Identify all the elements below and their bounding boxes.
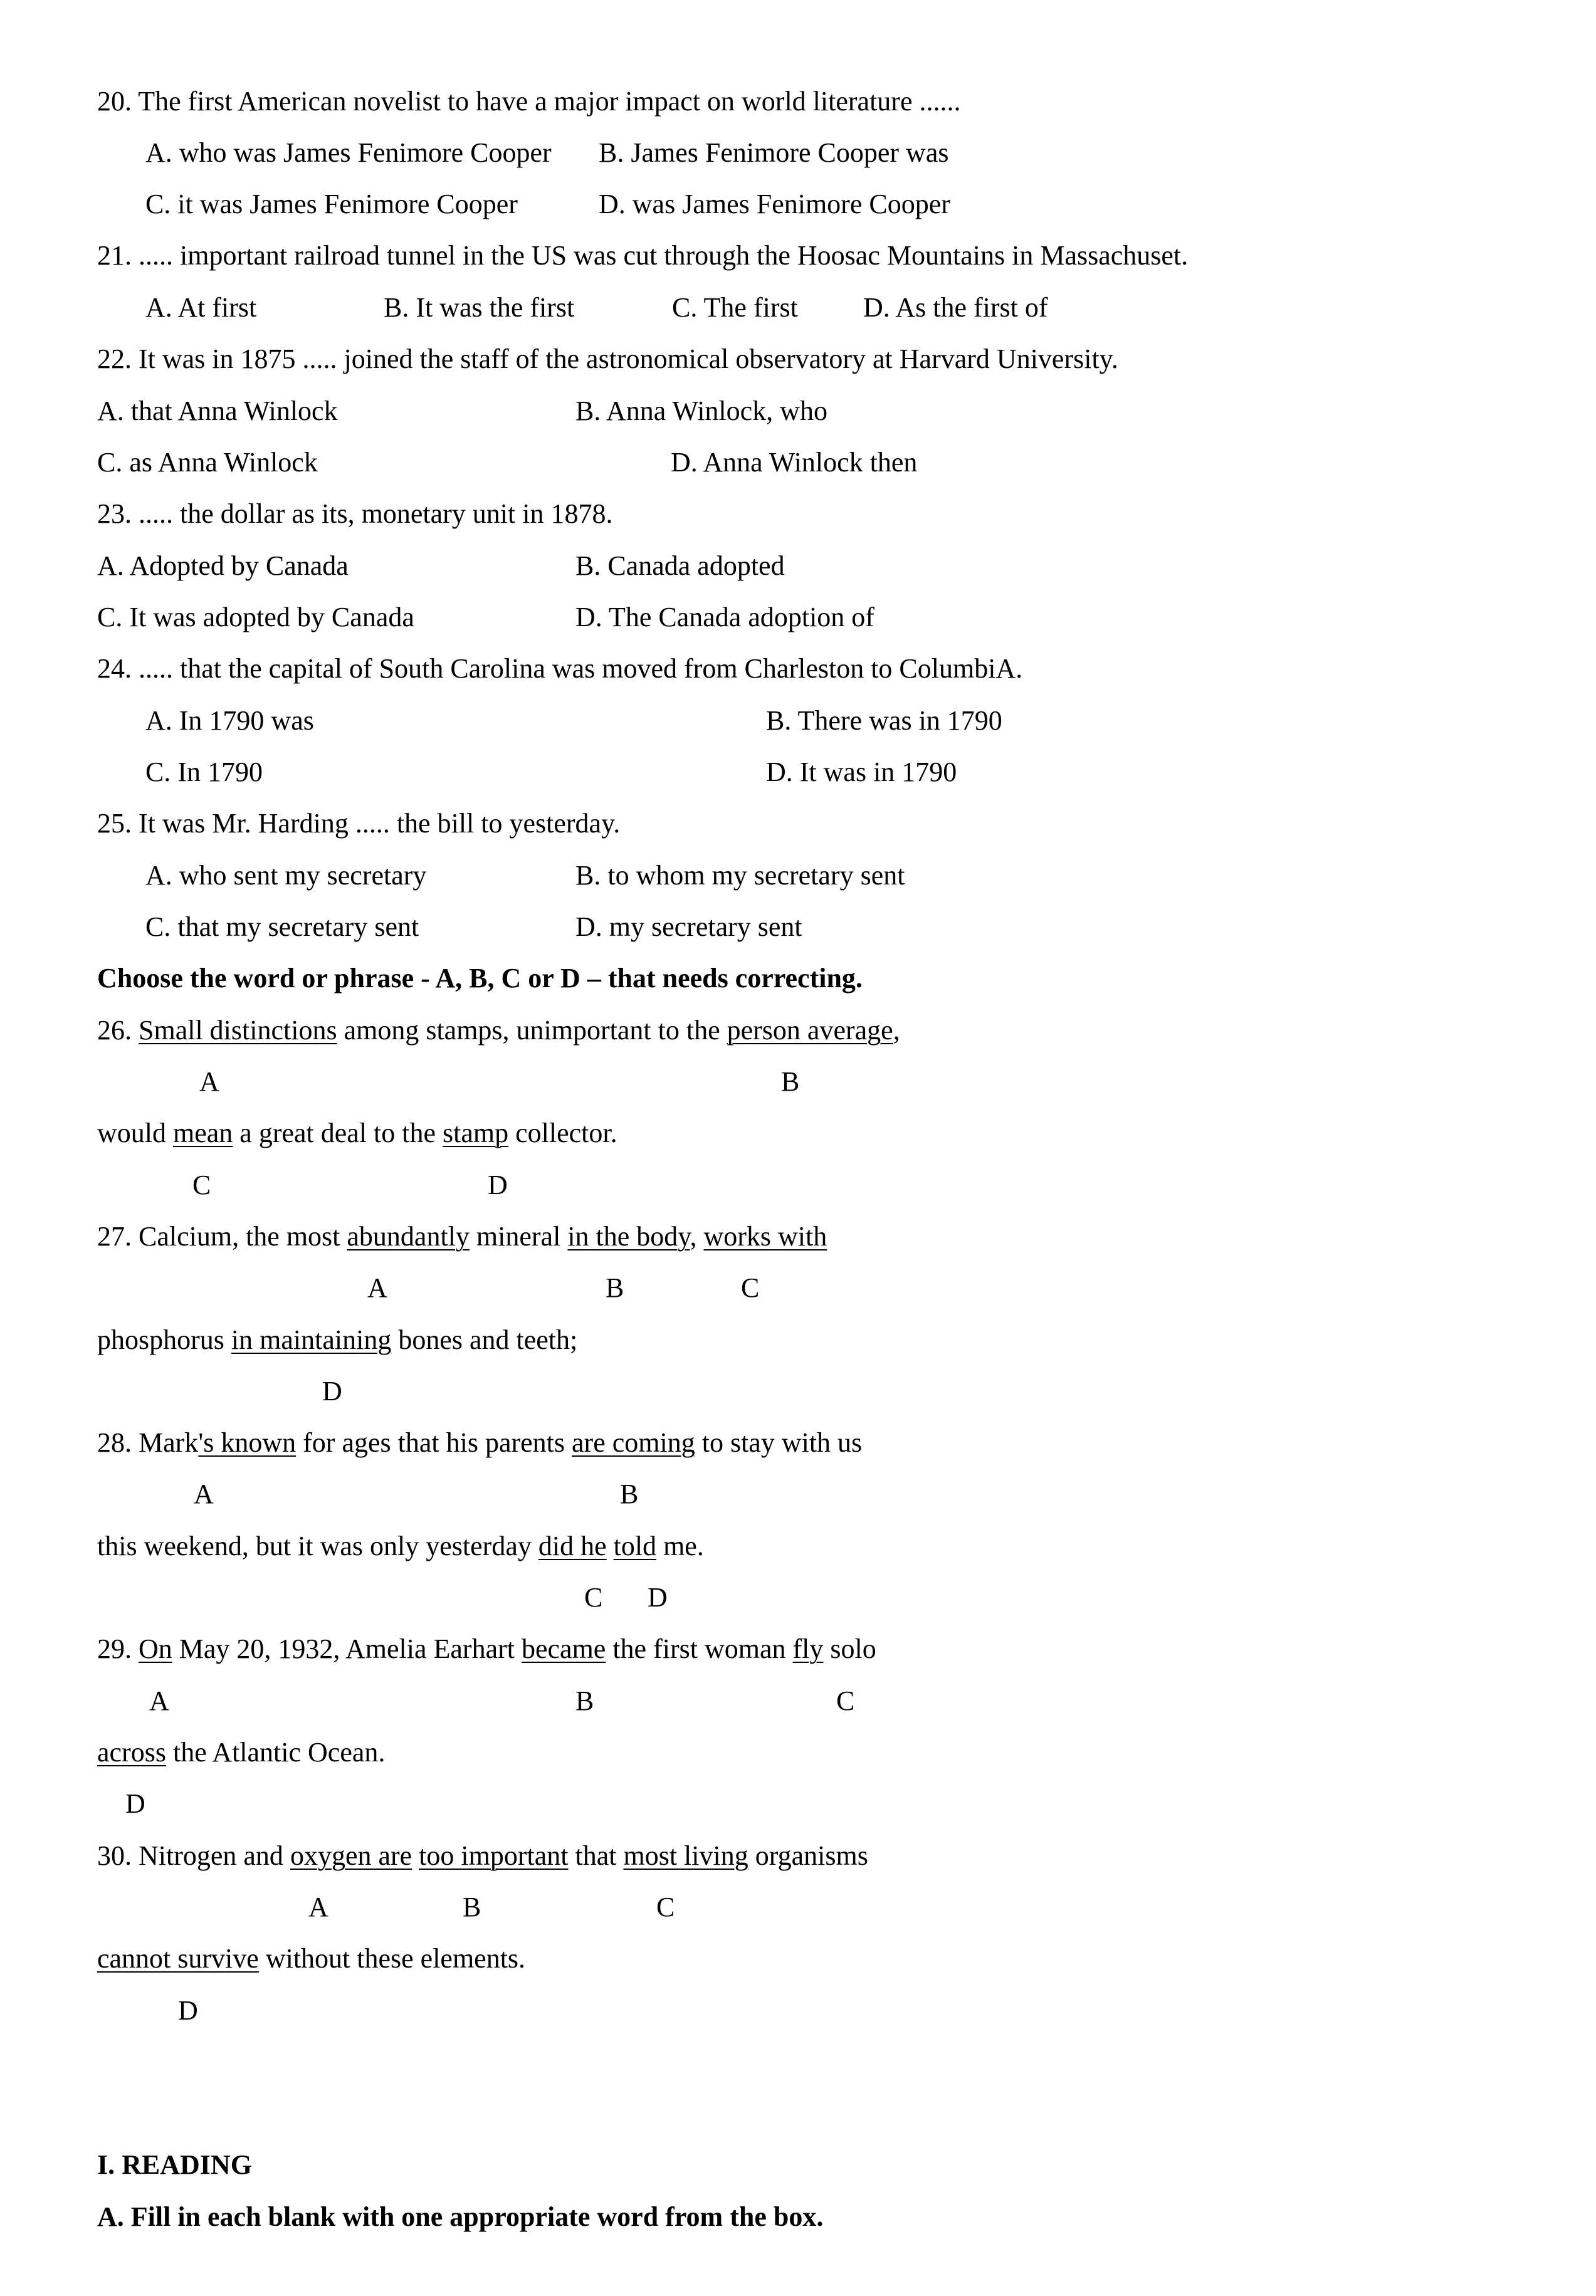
q30-underlined-c: most living	[623, 1840, 748, 1871]
q21-option-a: A. At first	[145, 292, 257, 323]
q29-mark-d: D	[125, 1788, 145, 1819]
q29-line-1: 29. On May 20, 1932, Amelia Earhart became the first woman fly solo	[97, 1633, 876, 1664]
q29-mark-a: A	[149, 1685, 169, 1716]
q30-mark-c: C	[656, 1892, 675, 1922]
q30-mark-b: B	[463, 1892, 481, 1922]
q29-mark-b: B	[575, 1685, 594, 1716]
q20-stem: 20. The first American novelist to have a major impact on world literature ......	[97, 86, 961, 117]
q25-option-d: D. my secretary sent	[575, 911, 802, 942]
q26-line-2: would mean a great deal to the stamp collector.	[97, 1118, 617, 1148]
q29-underlined-d: across	[97, 1737, 166, 1768]
q29-underlined-c: fly	[792, 1633, 824, 1664]
q30-mark-a: A	[308, 1892, 328, 1922]
q26-line-1: 26. Small distinctions among stamps, unimportant to the person average,	[97, 1015, 900, 1046]
q20-option-b: B. James Fenimore Cooper was	[599, 137, 949, 168]
q30-line-2: cannot survive without these elements.	[97, 1943, 526, 1974]
q23-option-c: C. It was adopted by Canada	[97, 602, 414, 632]
correction-section-heading: Choose the word or phrase - A, B, C or D – that needs correcting.	[97, 963, 863, 993]
q25-stem: 25. It was Mr. Harding ..... the bill to yesterday.	[97, 808, 621, 839]
q24-option-a: A. In 1790 was	[145, 705, 314, 736]
q24-stem: 24. ..... that the capital of South Carolina was moved from Charleston to ColumbiA.	[97, 653, 1023, 684]
q28-mark-a: A	[194, 1479, 214, 1509]
q30-underlined-a: oxygen are	[290, 1840, 412, 1871]
q26-mark-a: A	[199, 1066, 219, 1097]
q24-option-d: D. It was in 1790	[766, 757, 957, 787]
q27-underlined-d: in maintaining	[231, 1324, 392, 1355]
q22-stem: 22. It was in 1875 ..... joined the staff of the astronomical observatory at Harvard University.	[97, 343, 1118, 374]
q26-mark-c: C	[192, 1170, 211, 1200]
reading-instruction: A. Fill in each blank with one appropriate word from the box.	[97, 2201, 824, 2232]
q21-option-b: B. It was the first	[384, 292, 575, 323]
q22-option-c: C. as Anna Winlock	[97, 447, 318, 478]
q26-underlined-a: Small distinctions	[139, 1015, 337, 1046]
q21-option-d: D. As the first of	[863, 292, 1048, 323]
q28-underlined-d: told	[613, 1531, 657, 1561]
q28-line-1: 28. Mark's known for ages that his parents are coming to stay with us	[97, 1427, 863, 1458]
q21-option-c: C. The first	[672, 292, 798, 323]
q30-underlined-d: cannot survive	[97, 1943, 259, 1974]
q26-mark-d: D	[488, 1170, 508, 1200]
q30-line-1: 30. Nitrogen and oxygen are too important that most living organisms	[97, 1840, 868, 1871]
q23-option-d: D. The Canada adoption of	[575, 602, 874, 632]
q24-option-c: C. In 1790	[145, 757, 263, 787]
q30-mark-d: D	[178, 1995, 198, 2026]
q22-option-a: A. that Anna Winlock	[97, 396, 338, 426]
q29-underlined-b: became	[521, 1633, 606, 1664]
q25-option-c: C. that my secretary sent	[145, 911, 419, 942]
q29-underlined-a: On	[139, 1633, 172, 1664]
q27-mark-a: A	[367, 1272, 387, 1303]
q27-underlined-a: abundantly	[347, 1221, 470, 1252]
q26-underlined-b: person average	[727, 1015, 893, 1046]
q20-option-a: A. who was James Fenimore Cooper	[145, 137, 552, 168]
q22-option-d: D. Anna Winlock then	[671, 447, 918, 478]
q28-mark-b: B	[620, 1479, 639, 1509]
q20-option-d: D. was James Fenimore Cooper	[599, 189, 950, 219]
q27-mark-b: B	[606, 1272, 624, 1303]
q27-line-2: phosphorus in maintaining bones and teeth;	[97, 1324, 578, 1355]
q28-line-2: this weekend, but it was only yesterday did he told me.	[97, 1531, 704, 1561]
q30-underlined-b: too important	[419, 1840, 569, 1871]
q28-underlined-b: are coming	[572, 1427, 695, 1458]
q24-option-b: B. There was in 1790	[766, 705, 1002, 736]
q26-underlined-c: mean	[173, 1118, 233, 1148]
q29-line-2: across the Atlantic Ocean.	[97, 1737, 386, 1768]
q27-line-1: 27. Calcium, the most abundantly mineral in the body, works with	[97, 1221, 827, 1252]
q28-mark-c: C	[584, 1582, 603, 1613]
q23-option-a: A. Adopted by Canada	[97, 550, 349, 581]
q25-option-a: A. who sent my secretary	[145, 860, 427, 891]
q27-underlined-c: works with	[703, 1221, 827, 1252]
q27-mark-c: C	[741, 1272, 760, 1303]
q22-option-b: B. Anna Winlock, who	[575, 396, 827, 426]
q21-stem: 21. ..... important railroad tunnel in the US was cut through the Hoosac Mountains in Massachuset.	[97, 240, 1189, 271]
q28-underlined-a: 's known	[198, 1427, 297, 1458]
q27-underlined-b: in the body	[567, 1221, 690, 1252]
q25-option-b: B. to whom my secretary sent	[575, 860, 905, 891]
q29-mark-c: C	[836, 1685, 855, 1716]
q20-option-c: C. it was James Fenimore Cooper	[145, 189, 518, 219]
q28-mark-d: D	[648, 1582, 668, 1613]
q26-underlined-d: stamp	[443, 1118, 509, 1148]
q23-option-b: B. Canada adopted	[575, 550, 785, 581]
q27-mark-d: D	[322, 1376, 342, 1407]
reading-heading: I. READING	[97, 2149, 252, 2180]
q28-underlined-c: did he	[538, 1531, 607, 1561]
q23-stem: 23. ..... the dollar as its, monetary unit in 1878.	[97, 498, 613, 529]
q26-mark-b: B	[781, 1066, 800, 1097]
